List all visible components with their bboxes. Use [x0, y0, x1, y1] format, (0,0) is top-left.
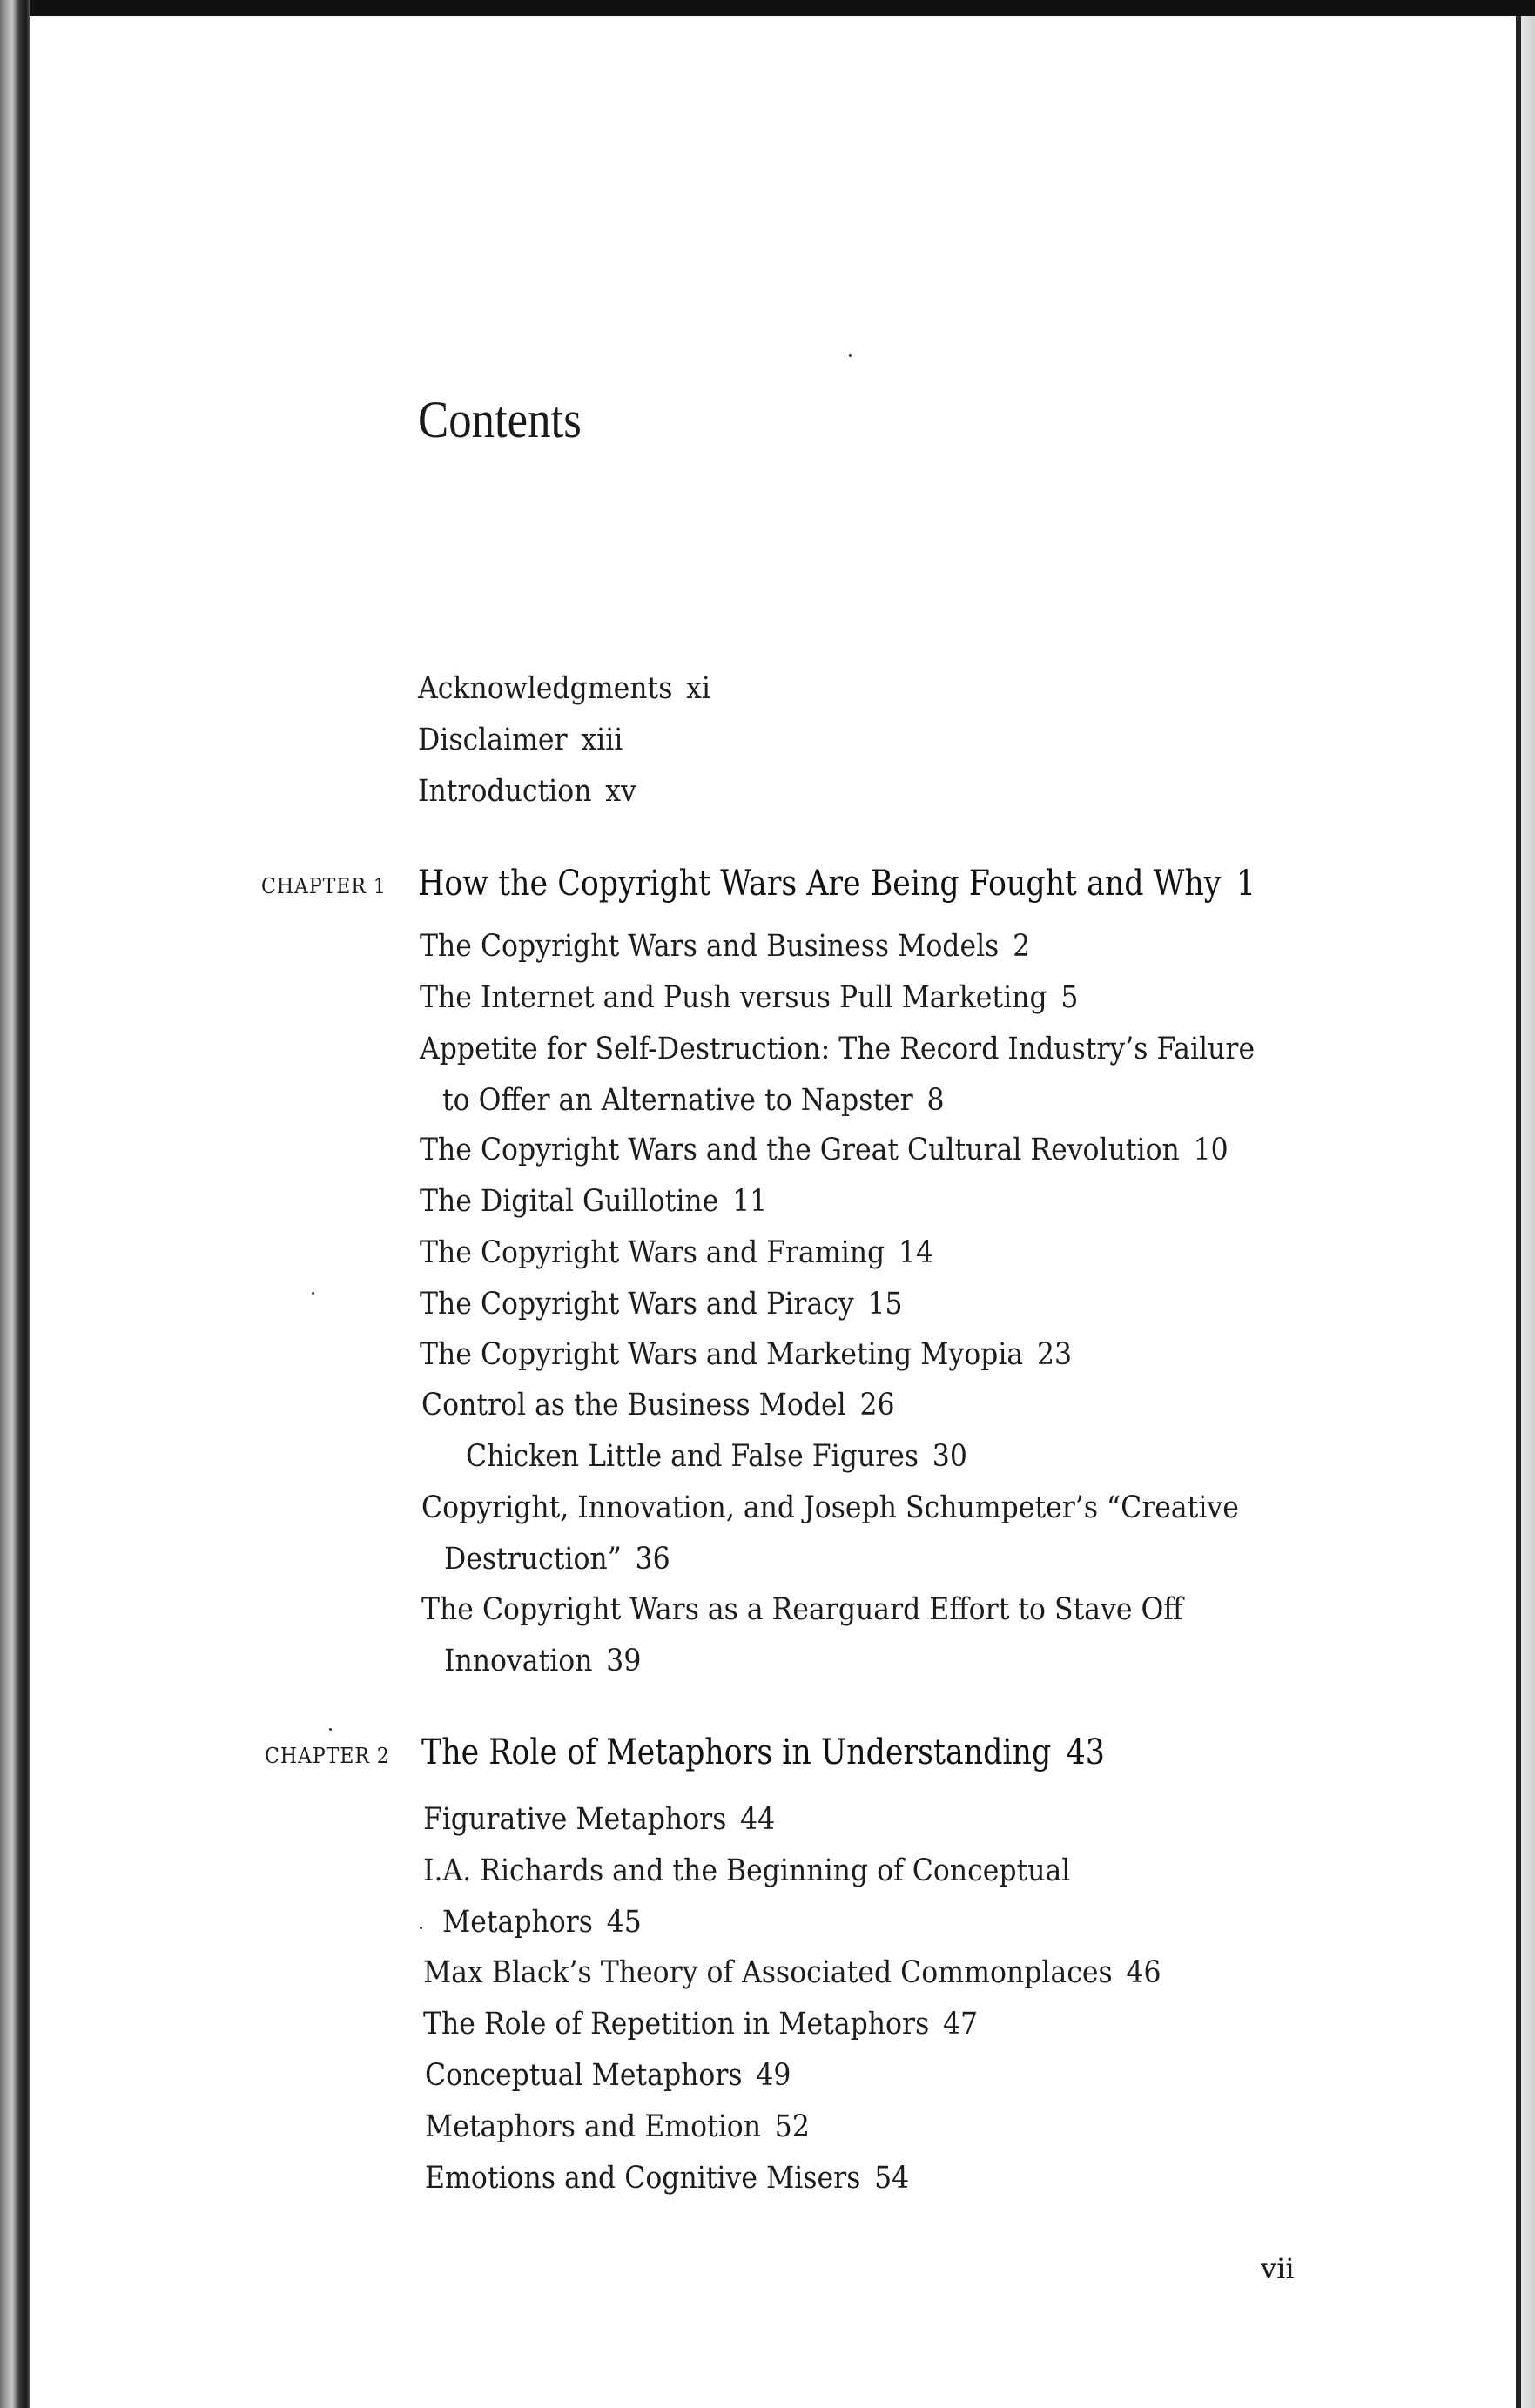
page-title: Contents [418, 391, 582, 448]
toc-entry [425, 2058, 791, 2093]
toc-entry-title: The Copyright Wars and Marketing Myopia [420, 1337, 1024, 1372]
toc-entry [421, 1390, 895, 1421]
scan-left-edge [0, 0, 30, 2408]
toc-entry-continuation [442, 1907, 642, 1938]
toc-entry [418, 671, 710, 706]
toc-entry-title: Metaphors and Emotion [425, 2109, 762, 2144]
scan-speck [329, 1728, 332, 1731]
chapter-title-text: The Role of Metaphors in Understanding [421, 1732, 1052, 1772]
toc-entry-title: Emotions and Cognitive Misers [425, 2161, 861, 2196]
toc-entry-page: 26 [859, 1388, 895, 1423]
toc-entry [423, 2009, 978, 2040]
toc-entry-title: I.A. Richards and the Beginning of Conceptual [423, 1853, 1071, 1888]
toc-entry-page: 36 [635, 1542, 670, 1577]
chapter-label: CHAPTER 1 [261, 874, 387, 898]
toc-entry-title: The Digital Guillotine [420, 1184, 719, 1219]
toc-entry-page: 8 [926, 1083, 945, 1118]
toc-entry-page: 39 [606, 1644, 642, 1678]
toc-entry-continuation [444, 1646, 641, 1677]
scan-speck [312, 1292, 314, 1295]
toc-entry-title: The Copyright Wars as a Rearguard Effort to Stave Off [421, 1592, 1183, 1627]
toc-entry [420, 1289, 903, 1320]
scan-top-edge [0, 0, 1535, 16]
scan-speck [849, 354, 852, 357]
toc-entry-page: 5 [1060, 980, 1079, 1015]
toc-entry-page: 14 [898, 1235, 934, 1270]
toc-entry-title: The Copyright Wars and the Great Cultural Revolution [420, 1133, 1180, 1167]
toc-entry-title: The Copyright Wars and Piracy [420, 1287, 854, 1322]
toc-entry-page: 46 [1126, 1955, 1161, 1990]
toc-entry [420, 1235, 934, 1270]
toc-entry [420, 1337, 1073, 1372]
toc-entry-title: Conceptual Metaphors [425, 2058, 743, 2093]
toc-entry-title: Introduction [418, 774, 592, 809]
toc-entry [421, 1490, 1239, 1525]
toc-entry-page: 54 [874, 2161, 910, 2196]
toc-entry [423, 1853, 1071, 1888]
toc-entry-page: 49 [756, 2058, 791, 2093]
toc-entry-page: 23 [1036, 1337, 1073, 1372]
toc-entry-title: Chicken Little and False Figures [466, 1439, 919, 1474]
chapter-title-page: 1 [1235, 864, 1256, 904]
toc-entry-title: The Copyright Wars and Framing [420, 1235, 885, 1270]
toc-entry [418, 725, 623, 756]
toc-entry-page: xiii [581, 723, 623, 757]
toc-entry [421, 1592, 1183, 1627]
toc-entry-title: The Copyright Wars and Business Models [420, 929, 1000, 964]
chapter-title-text: How the Copyright Wars Are Being Fought and Why [418, 864, 1222, 904]
toc-entry-continuation [442, 1083, 945, 1118]
toc-entry [420, 1184, 768, 1219]
toc-entry-title: Copyright, Innovation, and Joseph Schumpeter’s “Creative [421, 1490, 1239, 1525]
toc-entry [425, 2109, 810, 2144]
scan-speck [420, 1927, 422, 1929]
toc-entry-page: 10 [1193, 1133, 1229, 1167]
toc-entry-title: Max Black’s Theory of Associated Commonplaces [423, 1955, 1113, 1990]
toc-entry [420, 929, 1031, 964]
chapter-title [418, 864, 1256, 904]
toc-entry-page: 2 [1013, 929, 1031, 964]
toc-entry-page: 15 [867, 1287, 903, 1322]
chapter-label: CHAPTER 2 [265, 1744, 390, 1768]
toc-entry [418, 774, 636, 809]
toc-entry-page: 44 [740, 1802, 776, 1837]
toc-subentry [466, 1439, 967, 1474]
toc-entry-title: The Role of Repetition in Metaphors [423, 2007, 930, 2041]
toc-entry-title: The Internet and Push versus Pull Marketing [420, 980, 1047, 1015]
toc-entry-title: Acknowledgments [418, 671, 673, 706]
toc-entry-title: Disclaimer [418, 723, 568, 757]
toc-entry-page: 30 [932, 1439, 967, 1474]
toc-entry-page: xi [686, 671, 710, 706]
toc-entry-page: 45 [606, 1905, 642, 1940]
toc-entry-continuation [444, 1544, 670, 1575]
toc-entry [423, 1955, 1161, 1990]
toc-entry-title-cont: Metaphors [442, 1905, 593, 1940]
toc-entry-title-cont: Innovation [444, 1644, 593, 1678]
toc-entry-title-cont: to Offer an Alternative to Napster [442, 1083, 913, 1118]
toc-entry-title-cont: Destruction” [444, 1542, 622, 1577]
toc-entry-page: 52 [774, 2109, 810, 2144]
scan-right-shade [1521, 16, 1535, 2408]
page-folio: vii [1261, 2252, 1295, 2285]
toc-entry [425, 2163, 909, 2194]
toc-entry-page: 47 [942, 2007, 979, 2041]
toc-entry-title: Figurative Metaphors [423, 1802, 727, 1837]
toc-entry-page: xv [605, 774, 636, 809]
toc-entry-title: Appetite for Self-Destruction: The Record Industry’s Failure [420, 1032, 1256, 1066]
toc-entry [420, 1034, 1255, 1065]
toc-entry-title: Control as the Business Model [421, 1388, 846, 1423]
chapter-title [421, 1732, 1105, 1772]
toc-entry [420, 1135, 1229, 1166]
toc-entry [423, 1802, 776, 1837]
chapter-title-page: 43 [1066, 1732, 1105, 1772]
toc-entry-page: 11 [732, 1184, 768, 1219]
toc-entry [420, 980, 1079, 1015]
